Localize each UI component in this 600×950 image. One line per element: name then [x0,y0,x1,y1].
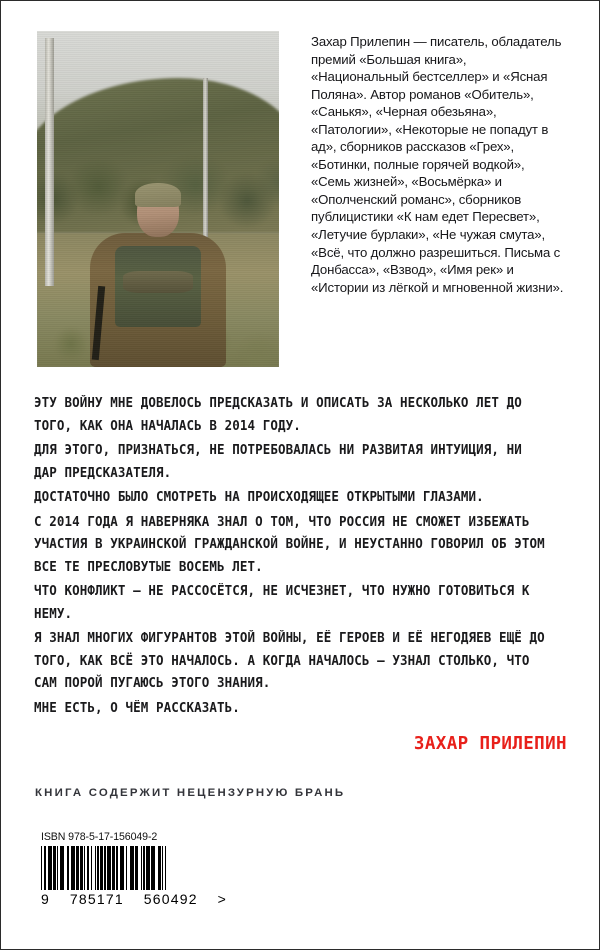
censorship-warning: КНИГА СОДЕРЖИТ НЕЦЕНЗУРНУЮ БРАНЬ [35,787,346,799]
barcode-bar [165,846,166,890]
barcode-digit-right: > [217,891,227,907]
author-photo [37,31,279,367]
barcode-digit-group-2: 560492 [143,891,198,907]
author-quote [34,393,569,722]
author-signature: ЗАХАР ПРИЛЕПИН [413,734,567,754]
author-biography: Захар Прилепин — писатель, обладатель премий «Большая книга», «Национальный бестселлер» и «Ясная Поляна». Автор романов «Обитель», «Санькя», «Черная обезьяна», «Патологии», «Некоторые не попадут в ад», сборников рассказов «Грех», «Ботинки, полные горячей водкой», «Семь жизней», «Восьмёрка» и «Ополченский романс», сборников публицистики «К нам едет Пересвет», «Летучие бурлаки», «Не чужая смута», «Всё, что должно разрешиться. Письма с Донбасса», «Взвод», «Имя рек» и «Истории из лёгкой и мгновенной жизни». [311,34,564,295]
header-area [37,31,567,367]
quote-paragraph: ЭТУ ВОЙНУ МНЕ ДОВЕЛОСЬ ПРЕДСКАЗАТЬ И ОПИСАТЬ ЗА НЕСКОЛЬКО ЛЕТ ДО ТОГО, КАК ОНА НАЧАЛАСЬ В 2014 ГОДУ. [34,396,522,434]
quote-paragraph: ДЛЯ ЭТОГО, ПРИЗНАТЬСЯ, НЕ ПОТРЕБОВАЛАСЬ НИ РАЗВИТАЯ ИНТУИЦИЯ, НИ ДАР ПРЕДСКАЗАТЕЛЯ. [34,443,522,481]
barcode-block [41,831,227,907]
barcode-digit-left: 9 [41,891,50,907]
photo-pole-left [45,38,54,287]
isbn-label: ISBN 978-5-17-156049-2 [41,831,158,843]
quote-paragraph: МНЕ ЕСТЬ, О ЧЁМ РАССКАЗАТЬ. [34,700,240,716]
quote-paragraph: ДОСТАТОЧНО БЫЛО СМОТРЕТЬ НА ПРОИСХОДЯЩЕЕ ОТКРЫТЫМИ ГЛАЗАМИ. [34,490,484,506]
barcode-bars [41,846,209,890]
quote-paragraph: Я ЗНАЛ МНОГИХ ФИГУРАНТОВ ЭТОЙ ВОЙНЫ, ЕЁ ГЕРОЕВ И ЕЁ НЕГОДЯЕВ ЕЩЁ ДО ТОГО, КАК ВСЁ ЭТО НАЧАЛОСЬ. А КОГДА НАЧАЛОСЬ — УЗНАЛ СТОЛЬКО, ЧТО САМ ПОРОЙ ПУГАЮСЬ ЭТОГО ЗНАНИЯ. [34,631,545,692]
photo-pole-right [203,78,208,253]
quote-paragraph: С 2014 ГОДА Я НАВЕРНЯКА ЗНАЛ О ТОМ, ЧТО РОССИЯ НЕ СМОЖЕТ ИЗБЕЖАТЬ УЧАСТИЯ В УКРАИНСКОЙ ГРАЖДАНСКОЙ ВОЙНЕ, И НЕУСТАННО ГОВОРИЛ ОБ ЭТОМ ВСЕ ТЕ ПРЕСЛОВУТЫЕ ВОСЕМЬ ЛЕТ. [34,514,545,575]
barcode-digits [41,891,227,907]
quote-paragraph: ЧТО КОНФЛИКТ — НЕ РАССОСЁТСЯ, НЕ ИСЧЕЗНЕТ, ЧТО НУЖНО ГОТОВИТЬСЯ К НЕМУ. [34,584,530,622]
photo-figure-cap [135,183,181,207]
barcode-digit-group-1: 785171 [69,891,124,907]
photo-figure-gloves [123,271,193,293]
